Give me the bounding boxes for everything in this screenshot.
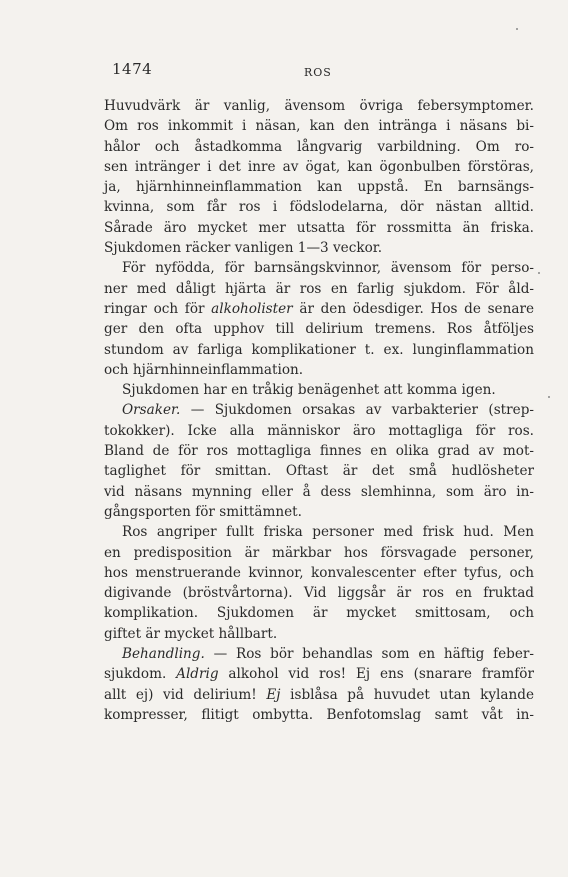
text-line: Sjukdomen räcker vanligen 1—3 veckor. bbox=[104, 240, 383, 257]
section-lead: Orsaker. bbox=[122, 402, 181, 419]
text-line bbox=[104, 685, 534, 705]
italic-term: alkoholister bbox=[211, 300, 293, 317]
text-line: gångsporten för smittämnet. bbox=[104, 503, 302, 520]
text-line: hos menstruerande kvinnor, konvalescenter efter tyfus, och bbox=[104, 564, 534, 581]
text-line: ner med dåligt hjärta är ros en farlig sjukdom. För åld- bbox=[104, 280, 534, 297]
text-line: giftet är mycket hållbart. bbox=[104, 625, 278, 642]
text-segment: isblåsa på huvudet utan kylande bbox=[280, 686, 535, 703]
text-segment: ringar och för bbox=[104, 300, 212, 317]
text-line: och hjärnhinneinflammation. bbox=[104, 361, 304, 378]
text-line: kvinna, som får ros i födslodelarna, dör nästan alltid. bbox=[104, 199, 534, 216]
text-line: stundom av farliga komplikationer t. ex. lunginflammation bbox=[104, 341, 534, 358]
text-segment: — Ros bör behandlas som en häftig feber- bbox=[204, 646, 534, 663]
text-line bbox=[104, 644, 534, 664]
text-line: kompresser, flitigt ombytta. Benfotomslag samt våt in- bbox=[104, 706, 534, 723]
text-line: komplikation. Sjukdomen är mycket smittosam, och bbox=[104, 605, 534, 622]
text-line: Huvudvärk är vanlig, ävensom övriga febersymptomer. bbox=[104, 98, 534, 114]
text-segment: sjukdom. bbox=[104, 666, 177, 683]
text-line: sen intränger i det inre av ögat, kan ögonbulben förstöras, bbox=[104, 158, 534, 175]
text-line: tokokker). Icke alla människor äro mottagliga för ros. bbox=[104, 422, 534, 439]
section-lead: Behandling. bbox=[122, 646, 205, 663]
text-line: För nyfödda, för barnsängskvinnor, ävensom för perso- bbox=[122, 260, 534, 277]
italic-term: Aldrig bbox=[176, 666, 219, 683]
text-line bbox=[104, 664, 534, 684]
text-line: digivande (bröstvårtorna). Vid liggsår är ros en fruktad bbox=[104, 585, 534, 602]
text-line: ger den ofta upphov till delirium tremens. Ros åtföljes bbox=[104, 321, 534, 338]
print-speck bbox=[516, 28, 518, 30]
text-line: Sjukdomen har en tråkig benägenhet att komma igen. bbox=[122, 382, 496, 399]
print-speck bbox=[538, 272, 540, 274]
text-line: hålor och åstadkomma långvarig varbildning. Om ro- bbox=[104, 138, 534, 155]
text-line bbox=[104, 400, 534, 420]
italic-term: Ej bbox=[266, 686, 281, 703]
text-line: Om ros inkommit i näsan, kan den intränga i näsans bi- bbox=[104, 118, 534, 135]
text-line: vid näsans mynning eller å dess slemhinna, som äro in- bbox=[104, 483, 534, 500]
text-line: Bland de för ros mottagliga finnes en olika grad av mot- bbox=[104, 443, 534, 460]
body-text bbox=[104, 96, 534, 725]
text-line: en predisposition är märkbar hos försvagade personer, bbox=[104, 544, 534, 561]
text-segment: allt ej) vid delirium! bbox=[104, 686, 267, 703]
text-segment: alkohol vid ros! Ej ens (snarare framför bbox=[218, 666, 534, 683]
text-line: taglighet för smittan. Oftast är det små hudlösheter bbox=[104, 463, 534, 480]
text-segment: är den ödesdiger. Hos de senare bbox=[292, 300, 534, 317]
text-line bbox=[104, 299, 534, 319]
page-number: 1474 bbox=[112, 60, 153, 78]
text-segment: — Sjukdomen orsakas av varbakterier (strep- bbox=[180, 402, 534, 419]
print-speck bbox=[548, 396, 550, 398]
text-line: Ros angriper fullt friska personer med frisk hud. Men bbox=[122, 524, 534, 541]
text-line: Sårade äro mycket mer utsatta för rossmitta än friska. bbox=[104, 219, 534, 236]
running-head: ROS bbox=[304, 66, 332, 79]
text-line: ja, hjärnhinneinflammation kan uppstå. En barnsängs- bbox=[104, 179, 534, 196]
